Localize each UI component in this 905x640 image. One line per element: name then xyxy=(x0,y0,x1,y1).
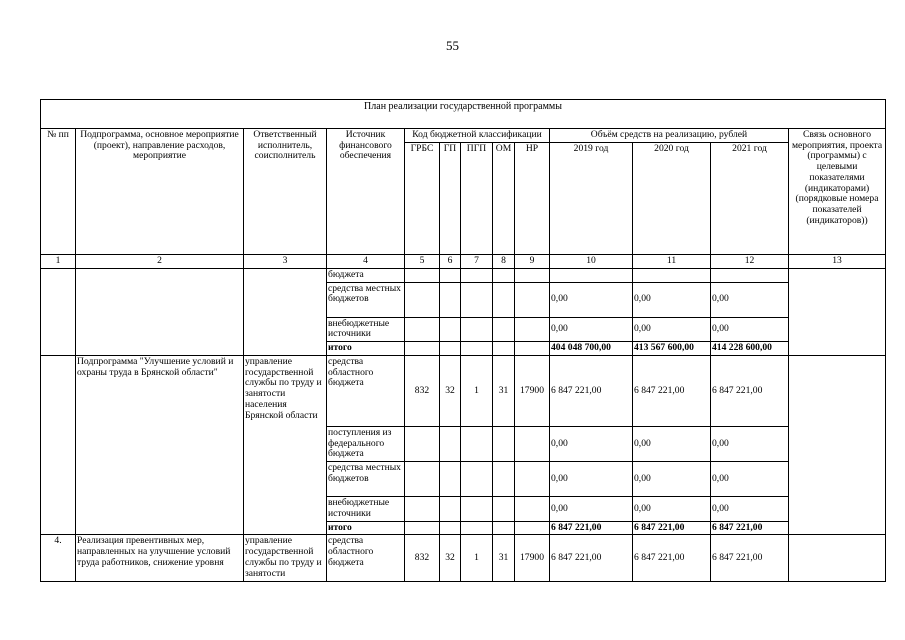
header-subprogram: Подпрограмма, основное мероприятие (проект), направление расходов, мероприятие xyxy=(76,129,244,255)
column-number: 13 xyxy=(789,255,886,269)
cell-2019: 0,00 xyxy=(550,317,633,341)
cell-pgp: 1 xyxy=(461,355,493,426)
cell-subprogram: Реализация превентивных мер, направленных на улучшение условий труда работников, снижение уровня xyxy=(76,535,244,582)
cell-source: поступления из федерального бюджета xyxy=(327,426,405,461)
cell-2019: 6 847 221,00 xyxy=(550,355,633,426)
cell-source: внебюджетные источники xyxy=(327,317,405,341)
table-row xyxy=(41,269,886,283)
cell-gp: 32 xyxy=(440,355,461,426)
column-number: 2 xyxy=(76,255,244,269)
cell-source: средства местных бюджетов xyxy=(327,462,405,497)
column-number: 7 xyxy=(461,255,493,269)
cell-2019 xyxy=(550,269,633,283)
column-number: 5 xyxy=(405,255,440,269)
cell-om: 31 xyxy=(493,535,515,582)
page-number: 55 xyxy=(446,38,459,53)
column-number: 12 xyxy=(711,255,789,269)
header-grbs: ГРБС xyxy=(405,143,440,255)
cell-source: итого xyxy=(327,521,405,535)
header-num: № пп xyxy=(41,129,76,255)
header-row-1 xyxy=(41,129,886,143)
cell-2020-total: 413 567 600,00 xyxy=(633,342,711,356)
header-gp: ГП xyxy=(440,143,461,255)
cell-nr: 17900 xyxy=(515,535,550,582)
cell-2020: 6 847 221,00 xyxy=(633,355,711,426)
cell-link xyxy=(789,355,886,534)
implementation-plan-table xyxy=(40,99,886,582)
cell-source: итого xyxy=(327,342,405,356)
cell-source: бюджета xyxy=(327,269,405,283)
cell-source: внебюджетные источники xyxy=(327,497,405,521)
cell-link xyxy=(789,269,886,356)
cell-2019: 0,00 xyxy=(550,462,633,497)
cell-responsible: управление государственной службы по труду и занятости населения Брянской области xyxy=(244,355,327,534)
cell-source: средства местных бюджетов xyxy=(327,282,405,317)
cell-nr: 17900 xyxy=(515,355,550,426)
cell-2019: 6 847 221,00 xyxy=(550,535,633,582)
column-number: 6 xyxy=(440,255,461,269)
cell-2020 xyxy=(633,269,711,283)
cell-grbs: 832 xyxy=(405,355,440,426)
cell-2019: 0,00 xyxy=(550,282,633,317)
header-source: Источник финансового обеспечения xyxy=(327,129,405,255)
header-2020: 2020 год xyxy=(633,143,711,255)
cell-2021: 0,00 xyxy=(711,282,789,317)
column-number: 1 xyxy=(41,255,76,269)
cell-grbs: 832 xyxy=(405,535,440,582)
cell-2019: 0,00 xyxy=(550,497,633,521)
cell-2021: 6 847 221,00 xyxy=(711,355,789,426)
header-2021: 2021 год xyxy=(711,143,789,255)
cell-2021: 0,00 xyxy=(711,462,789,497)
cell-2021-total: 414 228 600,00 xyxy=(711,342,789,356)
cell-2020: 0,00 xyxy=(633,462,711,497)
cell-2020: 0,00 xyxy=(633,282,711,317)
header-2019: 2019 год xyxy=(550,143,633,255)
cell-2019-total: 404 048 700,00 xyxy=(550,342,633,356)
cell-link xyxy=(789,535,886,582)
table-title-row xyxy=(41,100,886,129)
header-om: ОМ xyxy=(493,143,515,255)
column-number: 9 xyxy=(515,255,550,269)
cell-2021: 0,00 xyxy=(711,317,789,341)
cell-2020: 6 847 221,00 xyxy=(633,535,711,582)
cell-pgp: 1 xyxy=(461,535,493,582)
cell-2020: 0,00 xyxy=(633,317,711,341)
cell-subprogram: Подпрограмма "Улучшение условий и охраны труда в Брянской области" xyxy=(76,355,244,534)
cell-num xyxy=(41,269,76,356)
cell-2021: 0,00 xyxy=(711,426,789,461)
header-pgp: ПГП xyxy=(461,143,493,255)
column-number: 4 xyxy=(327,255,405,269)
cell-2021-total: 6 847 221,00 xyxy=(711,521,789,535)
cell-num xyxy=(41,355,76,534)
cell-subprogram xyxy=(76,269,244,356)
column-number: 3 xyxy=(244,255,327,269)
cell-2020: 0,00 xyxy=(633,497,711,521)
table-title: План реализации государственной программы xyxy=(41,100,886,129)
column-number: 8 xyxy=(493,255,515,269)
table-row xyxy=(41,535,886,582)
cell-2021 xyxy=(711,269,789,283)
column-number: 11 xyxy=(633,255,711,269)
cell-responsible xyxy=(244,269,327,356)
cell-2019-total: 6 847 221,00 xyxy=(550,521,633,535)
header-volume: Объём средств на реализацию, рублей xyxy=(550,129,789,143)
header-nr: НР xyxy=(515,143,550,255)
cell-source: средства областного бюджета xyxy=(327,535,405,582)
cell-2019: 0,00 xyxy=(550,426,633,461)
cell-gp: 32 xyxy=(440,535,461,582)
cell-2020: 0,00 xyxy=(633,426,711,461)
cell-source: средства областного бюджета xyxy=(327,355,405,426)
cell-2020-total: 6 847 221,00 xyxy=(633,521,711,535)
cell-responsible: управление государственной службы по труду и занятости xyxy=(244,535,327,582)
header-responsible: Ответственный исполнитель, соисполнитель xyxy=(244,129,327,255)
column-number-row xyxy=(41,255,886,269)
column-number: 10 xyxy=(550,255,633,269)
cell-om: 31 xyxy=(493,355,515,426)
header-link: Связь основного мероприятия, проекта (программы) с целевыми показателями (индикаторами) (порядковые номера показателей (индикаторов)) xyxy=(789,129,886,255)
cell-num: 4. xyxy=(41,535,76,582)
table-row xyxy=(41,355,886,426)
header-budget-code: Код бюджетной классификации xyxy=(405,129,550,143)
cell-2021: 6 847 221,00 xyxy=(711,535,789,582)
cell-2021: 0,00 xyxy=(711,497,789,521)
